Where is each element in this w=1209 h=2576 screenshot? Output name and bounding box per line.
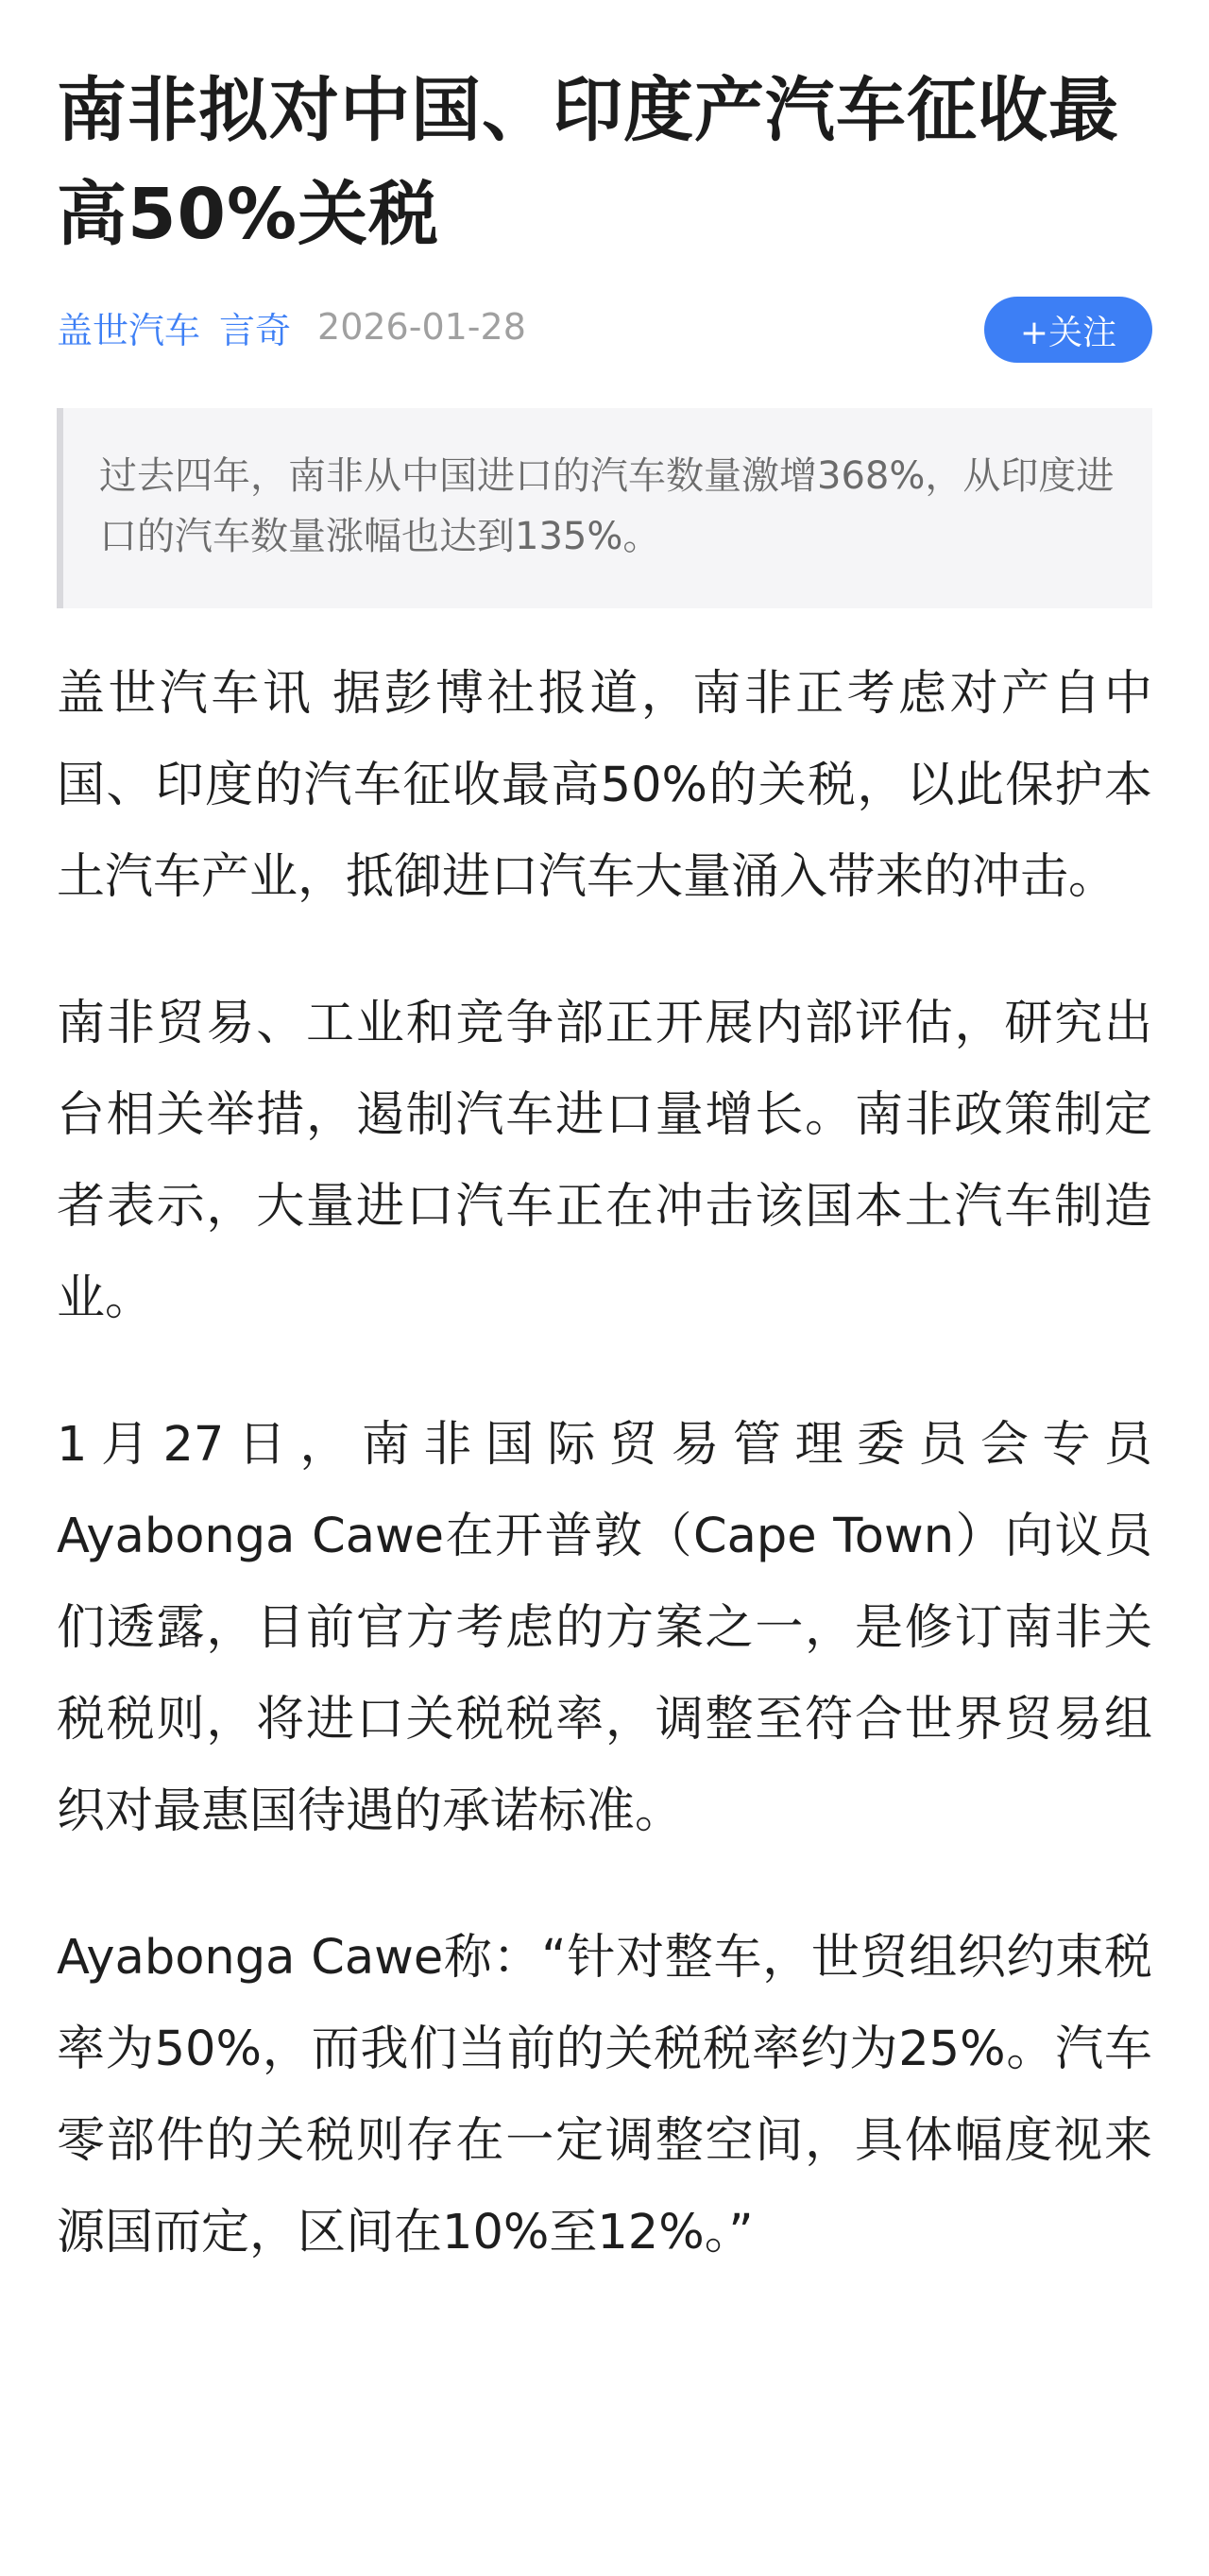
paragraph-4: Ayabonga Cawe称：“针对整车，世贸组织约束税率为50%，而我们当前的关税税率约为25%。汽车零部件的关税则存在一定调整空间，具体幅度视来源国而定，区间在10%至12%。”	[57, 1930, 1152, 2260]
article-body	[57, 648, 1152, 2278]
paragraph-3: 1月27日，南非国际贸易管理委员会专员Ayabonga Cawe在开普敦（Cape Town）向议员们透露，目前官方考虑的方案之一，是修订南非关税税则，将进口关税税率，调整至符合世界贸易组织对最惠国待遇的承诺标准。	[57, 1417, 1152, 1839]
article-summary: 过去四年，南非从中国进口的汽车数量激增368%，从印度进口的汽车数量涨幅也达到135%。	[57, 408, 1152, 608]
source-link[interactable]: 盖世汽车	[57, 309, 201, 351]
article-title: 南非拟对中国、印度产汽车征收最高50%关税	[57, 70, 1119, 255]
article-meta	[57, 289, 1152, 365]
paragraph-2: 南非贸易、工业和竞争部正开展内部评估，研究出台相关举措，遏制汽车进口量增长。南非政策制定者表示，大量进口汽车正在冲击该国本土汽车制造业。	[57, 996, 1152, 1326]
publish-date: 2026-01-28	[317, 306, 526, 348]
author-link[interactable]: 言奇	[219, 309, 292, 351]
follow-button[interactable]: +关注	[984, 297, 1152, 363]
paragraph-1: 盖世汽车讯 据彭博社报道，南非正考虑对产自中国、印度的汽车征收最高50%的关税，以此保护本土汽车产业，抵御进口汽车大量涌入带来的冲击。	[57, 666, 1152, 905]
